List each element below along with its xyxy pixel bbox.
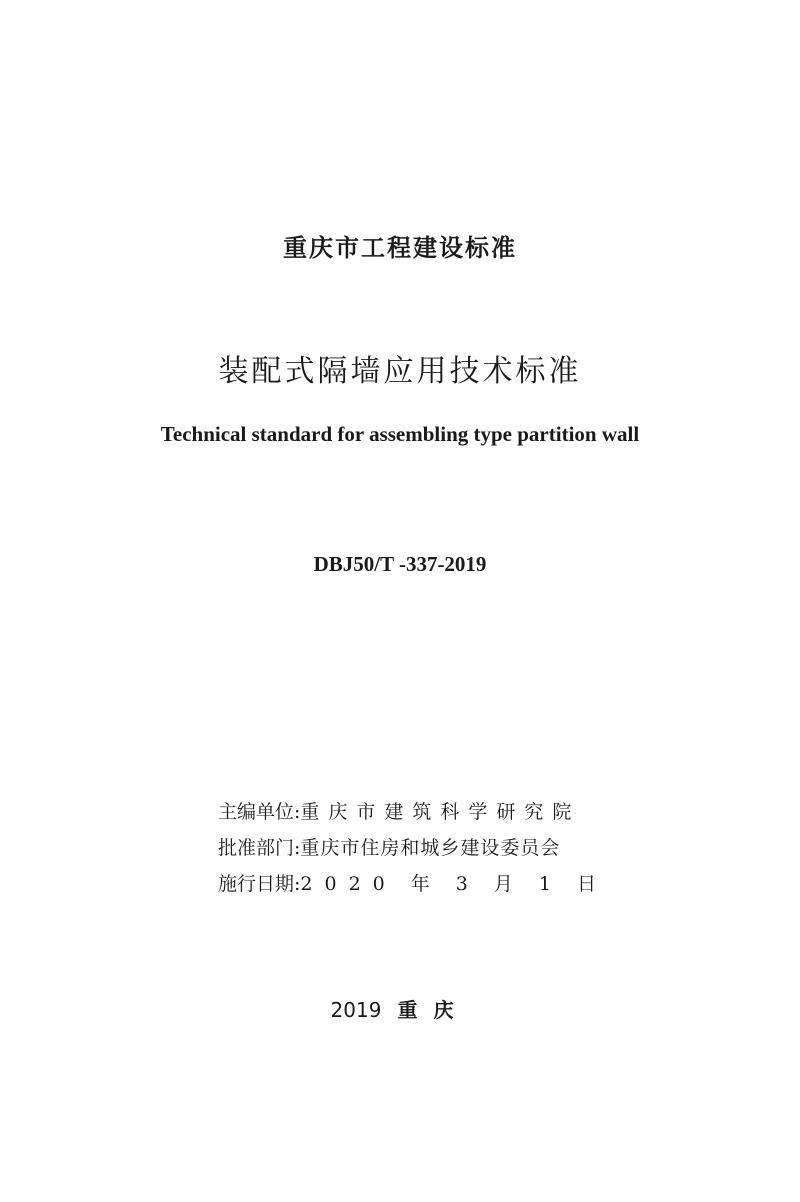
effective-date-month-unit: 月 bbox=[493, 873, 513, 895]
imprint-year: 2019 bbox=[330, 998, 382, 1022]
effective-date-year-unit: 年 bbox=[410, 873, 430, 895]
effective-date-label: 施行日期: bbox=[218, 873, 301, 895]
effective-date-day: 1 bbox=[538, 873, 551, 895]
effective-date-year: 2020 bbox=[300, 873, 397, 895]
approver-label: 批准部门: bbox=[218, 837, 301, 859]
publication-info bbox=[218, 794, 596, 902]
approver-value: 重庆市住房和城乡建设委员会 bbox=[300, 837, 561, 859]
approver-row bbox=[218, 830, 596, 866]
imprint bbox=[0, 994, 800, 1023]
effective-date-row bbox=[218, 866, 596, 902]
editor-label: 主编单位: bbox=[218, 801, 301, 823]
series-title: 重庆市工程建设标准 bbox=[283, 234, 517, 262]
editor-value: 重庆市建筑科学研究院 bbox=[300, 801, 581, 823]
standard-code: DBJ50/T -337-2019 bbox=[313, 552, 487, 576]
imprint-city: 重庆 bbox=[397, 998, 470, 1022]
editor-row bbox=[218, 794, 596, 830]
effective-date-month: 3 bbox=[455, 873, 468, 895]
document-title-english: Technical standard for assembling type partition wall bbox=[160, 422, 640, 446]
document-title-chinese: 装配式隔墙应用技术标准 bbox=[218, 354, 582, 389]
effective-date-day-unit: 日 bbox=[576, 873, 596, 895]
